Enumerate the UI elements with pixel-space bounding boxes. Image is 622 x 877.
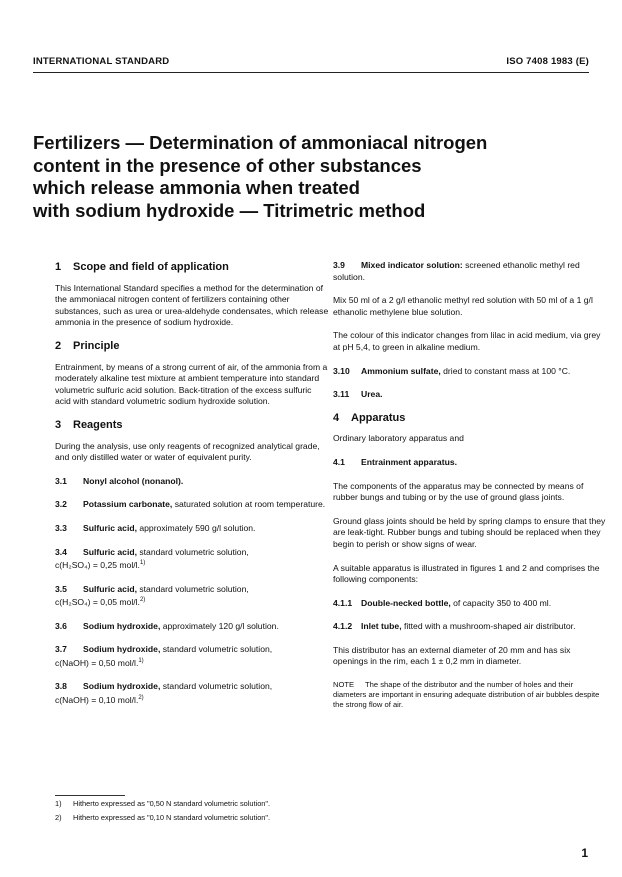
- reagent-3-10: 3.10 Ammonium sulfate, dried to constant mass at 100 °C.: [333, 365, 571, 376]
- section-text: During the analysis, use only reagents of recognized analytical grade, and only distilled water or water of equivalent purity.: [55, 440, 320, 463]
- apparatus-4-1-1: 4.1.1 Double-necked bottle, of capacity 350 to 400 ml.: [333, 597, 552, 608]
- title-line-4: with sodium hydroxide — Titrimetric method: [33, 199, 426, 221]
- reagent-3-6: 3.6 Sodium hydroxide, approximately 120 g/l solution.: [55, 620, 279, 631]
- paragraph: The components of the apparatus may be connected by means of rubber bungs and tubing or by the use of ground glass joints.: [333, 480, 584, 503]
- section-text: Ordinary laboratory apparatus and: [333, 433, 464, 444]
- section-heading: 4 Apparatus: [333, 411, 406, 424]
- title-line-3: which release ammonia when treated: [33, 177, 360, 198]
- reagent-3-11: 3.11 Urea.: [333, 389, 383, 400]
- reagent-3-9: 3.9 Mixed indicator solution: screened ethanolic methyl red solution.: [333, 260, 580, 282]
- reagent-3-1: 3.1 Nonyl alcohol (nonanol).: [55, 475, 184, 486]
- paragraph: Ground glass joints should be held by spring clamps to ensure that they are leak-tight. Rubber bungs and tubing should be replaced when they begin to perish or show signs of wear.: [333, 515, 606, 549]
- paragraph: The colour of this indicator changes from lilac in acid medium, via grey at pH 5,4, to green in alkaline medium.: [333, 330, 601, 352]
- note: [333, 680, 607, 711]
- page-number: 1: [581, 846, 588, 860]
- reagent-3-8: 3.8 Sodium hydroxide, standard volumetric solution, c(NaOH) = 0,10 mol/l.$^{2)}$: [55, 681, 273, 705]
- reagent-3-4: 3.4 Sulfuric acid, standard volumetric solution, c(H₂SO₄) = 0,25 mol/l.$^{1)}$: [55, 546, 249, 570]
- apparatus-4-1: 4.1 Entrainment apparatus.: [333, 456, 457, 467]
- section-heading: 3 Reagents: [55, 418, 123, 431]
- section-text: This International Standard specifies a method for the determination of the ammoniacal nitrogen content of fertilizers containing other substances, such as urea or urea-aldehyde condensates, which release ammonia in the presence of sodium hydroxide.: [55, 282, 329, 328]
- section-heading: 2 Principle: [55, 339, 120, 352]
- paragraph: This distributor has an external diameter of 20 mm and has six openings in the rim, each 1 ± 0,2 mm in diameter.: [333, 644, 571, 667]
- formula: c(H₂SO₄) = 0,05 mol/l.: [55, 597, 140, 607]
- standard-label: INTERNATIONAL STANDARD: [33, 56, 170, 67]
- footnote-1: 1) Hitherto expressed as "0,50 N standard volumetric solution".: [55, 799, 271, 808]
- standard-number: ISO 7408 1983 (E): [506, 56, 589, 67]
- footnote-rule: [55, 795, 125, 796]
- apparatus-4-1-2: 4.1.2 Inlet tube, fitted with a mushroom-shaped air distributor.: [333, 621, 576, 632]
- formula: c(NaOH) = 0,50 mol/l.: [55, 657, 139, 668]
- reagent-3-3: 3.3 Sulfuric acid, approximately 590 g/l solution.: [55, 522, 256, 533]
- note-text: The shape of the distributor and the number of holes and their diameters are important in ensuring adequate distribution of air bubbles despite the strong flow of air.: [333, 680, 600, 710]
- section-reagents: [55, 420, 329, 464]
- header-rule: [33, 72, 589, 73]
- formula: c(H₂SO₄) = 0,25 mol/l.: [55, 559, 140, 570]
- paragraph: A suitable apparatus is illustrated in figures 1 and 2 and comprises the following components:: [333, 562, 600, 585]
- note-label: NOTE: [333, 680, 355, 690]
- reagent-3-7: 3.7 Sodium hydroxide, standard volumetric solution, c(NaOH) = 0,50 mol/l.$^{1)}$: [55, 644, 273, 668]
- reagent-3-2: 3.2 Potassium carbonate, saturated solution at room temperature.: [55, 499, 326, 510]
- right-column: [333, 260, 607, 723]
- reagent-3-5: 3.5 Sulfuric acid, standard volumetric solution, c(H₂SO₄) = 0,05 mol/l.$^{2)}$: [55, 583, 249, 607]
- title-line-1: Fertilizers — Determination of ammoniacal nitrogen: [33, 132, 488, 153]
- title-line-2: content in the presence of other substances: [33, 154, 422, 176]
- paragraph: Mix 50 ml of a 2 g/l ethanolic methyl red solution with 50 ml of a 1 g/l ethanolic methylene blue solution.: [333, 295, 593, 317]
- section-apparatus: [333, 413, 607, 445]
- footnote-2: 2) Hitherto expressed as "0,10 N standard volumetric solution".: [55, 813, 271, 822]
- section-scope: [55, 262, 329, 329]
- document-title: [33, 132, 593, 222]
- section-heading: 1 Scope and field of application: [55, 261, 229, 273]
- section-text: Entrainment, by means of a strong current of air, of the ammonia from a moderately alkaline test mixture at ambient temperature into standard volumetric sulfuric acid solution. Back-titration of the excess sulfuric acid with standard volumetric sodium hydroxide solution.: [55, 361, 328, 407]
- left-column: [55, 260, 329, 718]
- section-principle: [55, 341, 329, 408]
- formula: c(NaOH) = 0,10 mol/l.: [55, 694, 139, 705]
